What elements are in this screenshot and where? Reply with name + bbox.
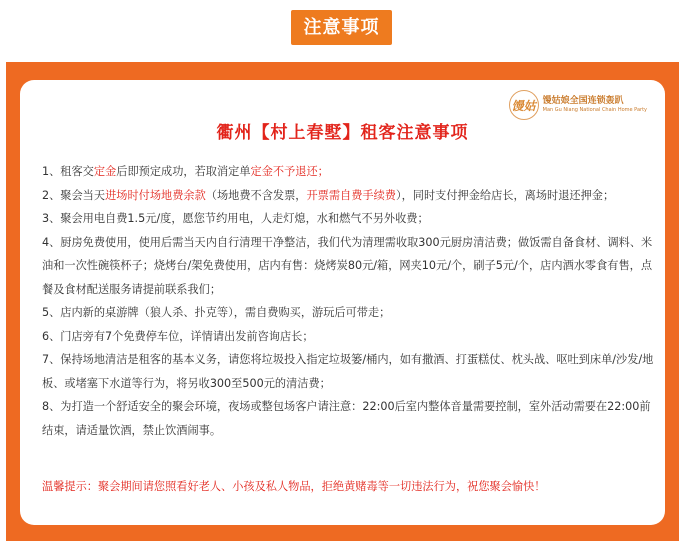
rule-item: 3、聚会用电自费1.5元/度，愿您节约用电，人走灯熄，水和燃气不另外收费； [42,212,429,225]
logo-mark: 馒姑 [509,90,539,120]
rule-item: 7、保持场地清洁是租客的基本义务，请您将垃圾投入指定垃圾篓/桶内，如有撒酒、打蛋糕仗、枕头战、呕吐到床单/沙发/地板、或堵塞下水道等行为，将另收300至500元的清洁费； [42,353,654,390]
rules-list [42,160,654,442]
logo-name-en: Man Gu Niang National Chain Home Party [542,107,647,113]
rule-item: 5、店内新的桌游牌（狼人杀、扑克等），需自费购买，游玩后可带走； [42,306,391,319]
rule-item: 6、门店旁有7个免费停车位，详情请出发前咨询店长； [42,329,314,343]
page-title: 衢州【村上春墅】租客注意事项 [216,123,469,143]
rule-item: 1、租客交定金后即预定成功，若取消定单定金不予退还； [42,165,329,178]
brand-logo [509,90,647,120]
logo-name-cn: 馒姑娘全国连锁轰趴 [542,96,624,106]
notice-card [20,80,665,525]
rule-item: 4、厨房免费使用，使用后需当天内自行清理干净整洁，我们代为清理需收取300元厨房清洁费；做饭需自备食材、调料、米油和一次性碗筷杯子；烧烤台/架免费使用，店内有售：烧烤炭80元/箱，网夹10元/个，刷子5元/个，店内酒水零食有售，点餐及食材配送服务请提前联系我们； [42,235,653,296]
notice-badge: 注意事项 [291,10,392,45]
rule-item: 2、聚会当天进场时付场地费余款（场地费不含发票，开票需自费手续费），同时支付押金给店长，离场时退还押金； [42,188,615,202]
warm-tip: 温馨提示：聚会期间请您照看好老人、小孩及私人物品，拒绝黄赌毒等一切违法行为，祝您聚会愉快！ [42,480,546,493]
rule-item: 8、为打造一个舒适安全的聚会环境，夜场或整包场客户请注意：22:00后室内整体音量需要控制，室外活动需要在22:00前结束，请适量饮酒，禁止饮酒闹事。 [42,400,651,437]
